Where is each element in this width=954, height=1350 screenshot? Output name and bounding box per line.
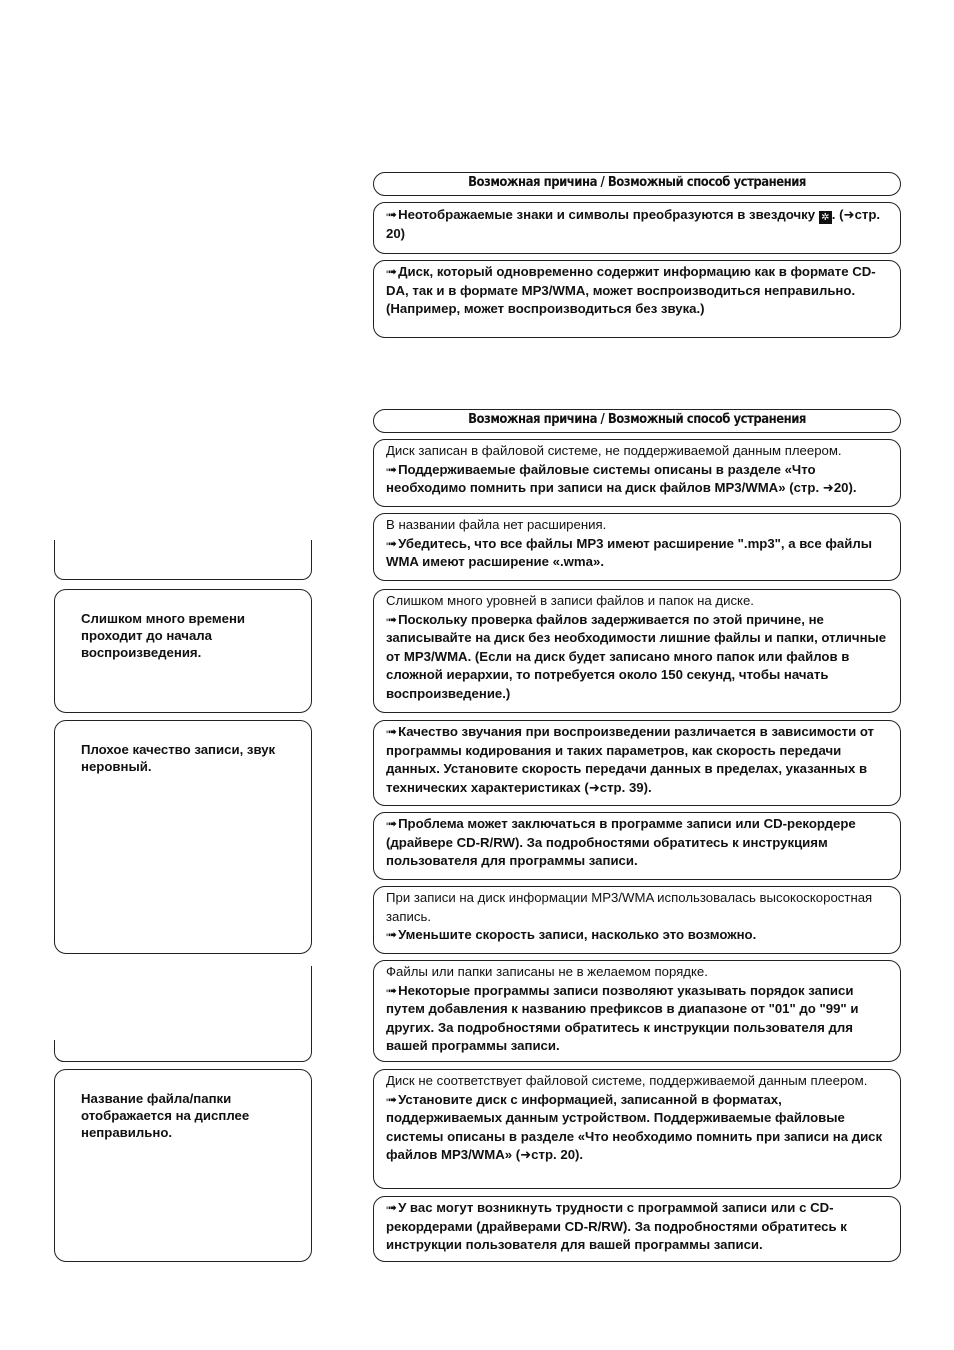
arrow-icon: ➟ <box>386 207 398 222</box>
section1-header-label: Возможная причина / Возможный способ устранения <box>468 175 806 190</box>
solution-text: Поддерживаемые файловые системы описаны в разделе «Что необходимо помнить при записи на диск файлов MP3/WMA» (стр. ➜20). <box>386 461 857 496</box>
section2-header-label: Возможная причина / Возможный способ устранения <box>468 412 806 427</box>
solution-box-s2-5 <box>373 812 901 880</box>
cause-text: Слишком много уровней в записи файлов и папок на диске. <box>386 593 754 608</box>
solution-box-s1-2 <box>373 260 901 338</box>
problem-box-fragment-top <box>54 540 312 580</box>
solution-box-s2-6 <box>373 886 901 954</box>
arrow-icon: ➟ <box>386 724 398 739</box>
solution-box-s2-7 <box>373 960 901 1062</box>
problem-box-fragment-order <box>54 966 312 1062</box>
cause-text: В названии файла нет расширения. <box>386 517 607 532</box>
solution-box-s2-9 <box>373 1196 901 1262</box>
problem-text: Название файла/папки отображается на дисплее неправильно. <box>81 1091 250 1140</box>
arrow-icon: ➟ <box>386 611 398 627</box>
solution-text: Некоторые программы записи позволяют указывать порядок записи путем добавления к названию префиксов в диапазоне от "01" до "99" и других. За подробностями обратитесь к инструкции пользователя для вашей программы записи. <box>386 982 859 1054</box>
problem-box-slow-start <box>54 589 312 713</box>
asterisk-box-icon: ✲ <box>819 211 832 224</box>
solution-text: Диск, который одновременно содержит информацию как в формате CD-DA, так и в формате MP3/WMA, может воспроизводиться неправильно. (Например, может воспроизводиться без звука.) <box>386 264 876 317</box>
cause-text: Диск не соответствует файловой системе, поддерживаемой данным плеером. <box>386 1073 868 1088</box>
arrow-icon: ➟ <box>386 264 398 279</box>
section2-header <box>373 409 901 433</box>
arrow-icon: ➟ <box>386 982 398 998</box>
solution-box-s1-1 <box>373 202 901 254</box>
solution-box-s2-8 <box>373 1069 901 1189</box>
solution-text: Уменьшите скорость записи, насколько это возможно. <box>398 927 757 943</box>
problem-box-poor-quality <box>54 720 312 954</box>
problem-box-filename-display <box>54 1069 312 1262</box>
solution-text-tail: . (➜стр. 20) <box>386 207 881 241</box>
arrow-icon: ➟ <box>386 927 398 943</box>
solution-box-s2-1 <box>373 439 901 507</box>
solution-text: У вас могут возникнуть трудности с программой записи или с CD-рекордерами (драйверами CD-R/RW). За подробностями обратитесь к инструкции пользователя для вашей программы записи. <box>386 1200 847 1253</box>
cause-text: При записи на диск информации MP3/WMA использовалась высокоскоростная запись. <box>386 890 873 924</box>
arrow-icon: ➟ <box>386 1200 398 1215</box>
solution-box-s2-2 <box>373 513 901 581</box>
solution-text: Качество звучания при воспроизведении различается в зависимости от программы кодирования и таких параметров, как скорость передачи данных. Установите скорость передачи данных в пределах, указанных в технических характеристиках (➜стр. 39). <box>386 724 875 795</box>
solution-box-s2-4 <box>373 720 901 806</box>
problem-box-fragment-order-left <box>54 1040 68 1062</box>
solution-text: Убедитесь, что все файлы MP3 имеют расширение ".mp3", а все файлы WMA имеют расширение «.wma». <box>386 535 872 570</box>
cause-text: Диск записан в файловой системе, не поддерживаемой данным плеером. <box>386 443 842 458</box>
arrow-icon: ➟ <box>386 461 398 477</box>
solution-text: Поскольку проверка файлов задерживается по этой причине, не записывайте на диск без необходимости лишние файлы и папки, отличные от MP3/WMA. (Если на диск будет записано много папок или файлов в сложной иерархии, то потребуется около 150 секунд, чтобы начать воспроизведение.) <box>386 611 887 701</box>
cause-text: Файлы или папки записаны не в желаемом порядке. <box>386 964 708 979</box>
problem-text: Слишком много времени проходит до начала воспроизведения. <box>81 611 246 660</box>
solution-box-s2-3 <box>373 589 901 713</box>
arrow-icon: ➟ <box>386 1091 398 1107</box>
arrow-icon: ➟ <box>386 816 398 831</box>
problem-text: Плохое качество записи, звук неровный. <box>81 742 276 774</box>
arrow-icon: ➟ <box>386 535 398 551</box>
solution-text: Установите диск с информацией, записанной в форматах, поддерживаемых данным устройством. Поддерживаемые файловые системы описаны в разделе «Что необходимо помнить при записи на диск файлов MP3/WMA» (➜стр. 20). <box>386 1091 883 1163</box>
solution-text: Неотображаемые знаки и символы преобразуются в звездочку <box>398 207 816 222</box>
solution-text: Проблема может заключаться в программе записи или CD-рекордере (драйвере CD-R/RW). За подробностями обратитесь к инструкциям пользователя для программы записи. <box>386 816 856 869</box>
section1-header <box>373 172 901 196</box>
